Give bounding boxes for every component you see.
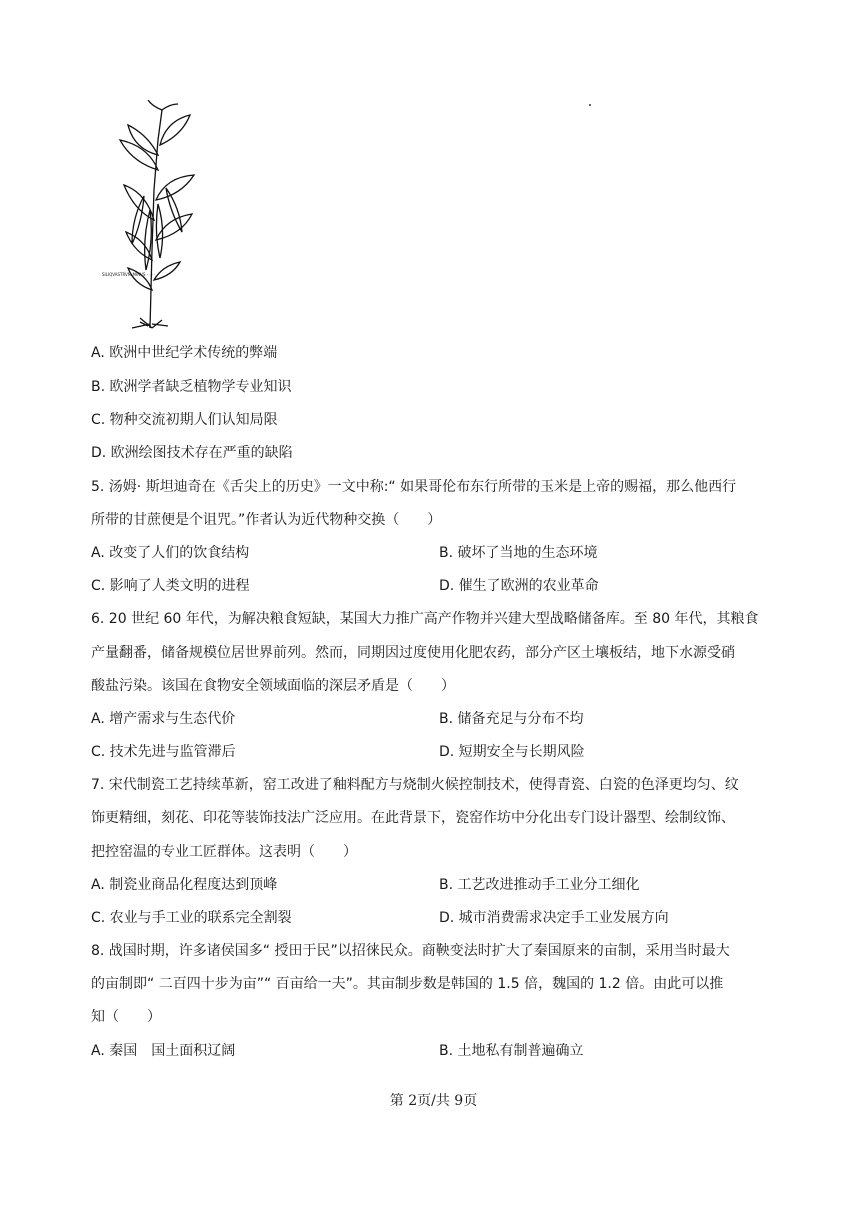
q6-stem-line-1: 6. 20 世纪 60 年代，为解决粮食短缺，某国大力推广高产作物并兴建大型战略储备库。至 80 年代，其粮食 [91,611,759,627]
q8-stem-line-1: 8. 战国时期，许多诸侯国多“ 授田于民”以招徕民众。商鞅变法时扩大了秦国原来的亩制，采用当时最大 [91,943,730,959]
q7-stem-line-2: 饰更精细，刻花、印花等装饰技法广泛应用。在此背景下，瓷窑作坊中分化出专门设计器型、绘制纹饰、 [91,810,735,826]
page-footer: 第 2页/共 9页 [389,1093,478,1109]
q7-option-c: C. 农业与手工业的联系完全割裂 [91,910,292,926]
q8-stem-line-3: 知（ ） [91,1009,161,1025]
q4-option-c: C. 物种交流初期人们认知局限 [91,412,278,428]
illustration-caption: SILIQVASTRVM MINVS · · · · · [102,272,159,277]
q6-stem-line-3: 酸盐污染。该国在食物安全领域面临的深层矛盾是（ ） [91,678,455,694]
q5-stem-line-1: 5. 汤姆· 斯坦迪奇在《舌尖上的历史》一文中称:“ 如果哥伦布东行所带的玉米是上帝的赐福，那么他西行 [91,479,737,495]
q8-option-a: A. 秦国 国土面积辽阔 [91,1043,236,1059]
q8-stem-line-2: 的亩制即“ 二百四十步为亩”“ 百亩给一夫”。其亩制步数是韩国的 1.5 倍，魏国的 1.2 倍。由此可以推 [91,976,724,992]
q5-option-d: D. 催生了欧洲的农业革命 [439,578,599,594]
q7-option-a: A. 制瓷业商品化程度达到顶峰 [91,877,278,893]
pepper-plant-illustration [92,100,212,330]
q7-option-d: D. 城市消费需求决定手工业发展方向 [439,910,669,926]
q5-option-a: A. 改变了人们的饮食结构 [91,545,250,561]
q7-option-b: B. 工艺改进推动手工业分工细化 [439,877,640,893]
speck [589,104,591,106]
q7-stem-line-1: 7. 宋代制瓷工艺持续革新，窑工改进了釉料配方与烧制火候控制技术，使得青瓷、白瓷的色泽更均匀、纹 [91,777,739,793]
q4-option-b: B. 欧洲学者缺乏植物学专业知识 [91,379,292,395]
q6-option-b: B. 储备充足与分布不均 [439,711,584,727]
q6-stem-line-2: 产量翻番，储备规模位居世界前列。然而，同期因过度使用化肥农药，部分产区土壤板结，地下水源受硝 [91,645,735,661]
q5-stem-line-2: 所带的甘蔗便是个诅咒。”作者认为近代物种交换（ ） [91,512,442,528]
q6-option-a: A. 增产需求与生态代价 [91,711,236,727]
q4-option-a: A. 欧洲中世纪学术传统的弊端 [91,345,278,361]
q6-option-c: C. 技术先进与监管滞后 [91,744,236,760]
q5-option-b: B. 破坏了当地的生态环境 [439,545,598,561]
q4-option-d: D. 欧洲绘图技术存在严重的缺陷 [91,445,293,461]
q7-stem-line-3: 把控窑温的专业工匠群体。这表明（ ） [91,844,357,860]
q8-option-b: B. 土地私有制普遍确立 [439,1043,584,1059]
q6-option-d: D. 短期安全与长期风险 [439,744,585,760]
q5-option-c: C. 影响了人类文明的进程 [91,578,250,594]
